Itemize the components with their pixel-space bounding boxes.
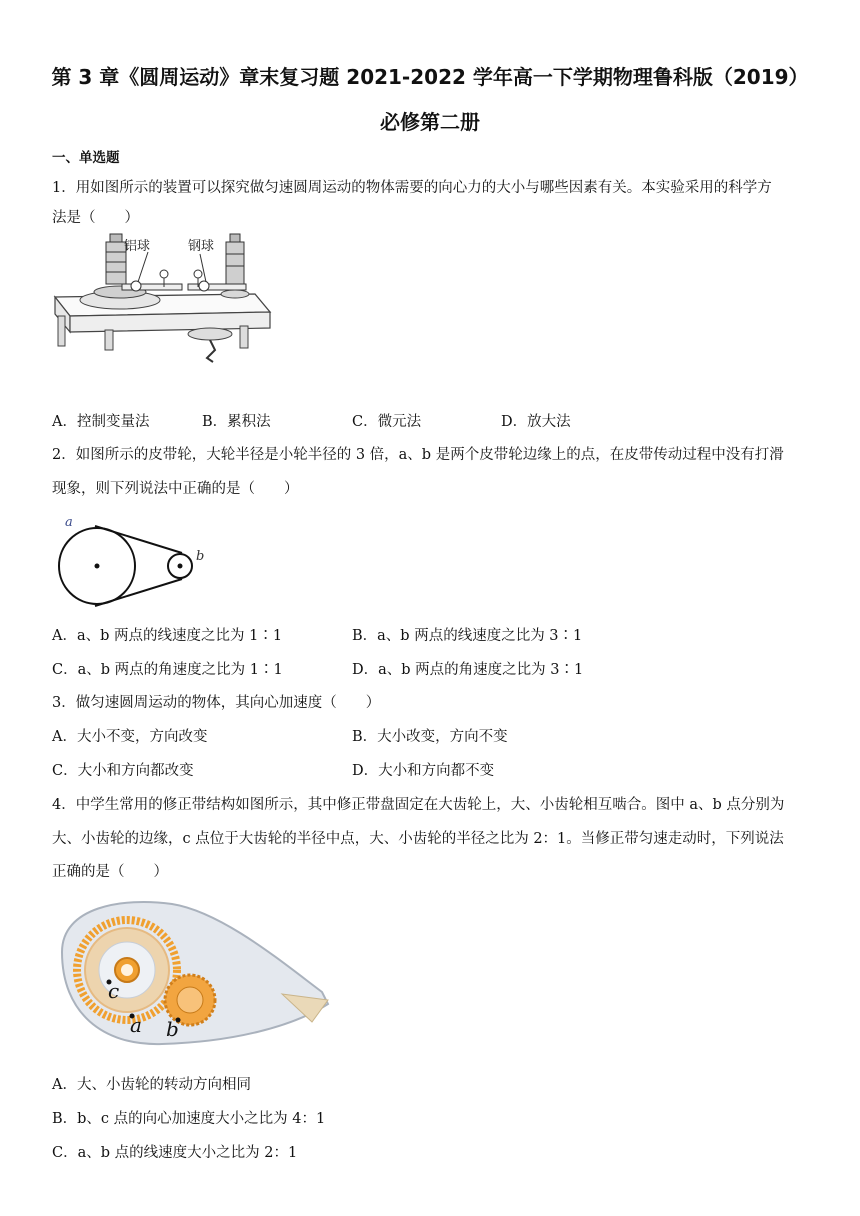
q2-option-b[interactable]: B．a、b 两点的线速度之比为 3∶1 xyxy=(352,628,583,644)
belt-pulley-figure xyxy=(55,512,215,612)
page-title: 第 3 章《圆周运动》章末复习题 2021-2022 学年高一下学期物理鲁科版（2019） xyxy=(51,65,809,89)
q4-option-b[interactable]: B．b、c 点的向心加速度大小之比为 4：1 xyxy=(52,1111,326,1127)
q4-stem-line2: 大、小齿轮的边缘，c 点位于大齿轮的半径中点，大、小齿轮的半径之比为 2：1。当修正带匀速走动时，下列说法 xyxy=(52,831,784,847)
q4-option-a[interactable]: A．大、小齿轮的转动方向相同 xyxy=(52,1077,251,1093)
q2-stem-line1: 2．如图所示的皮带轮，大轮半径是小轮半径的 3 倍，a、b 是两个皮带轮边缘上的点，在皮带传动过程中没有打滑 xyxy=(52,447,784,463)
q3-stem: 3．做匀速圆周运动的物体，其向心加速度（ ） xyxy=(52,695,381,711)
q4-stem-line3: 正确的是（ ） xyxy=(52,864,168,880)
q2-option-a[interactable]: A．a、b 两点的线速度之比为 1∶1 xyxy=(52,628,283,644)
q1-option-d[interactable]: D．放大法 xyxy=(501,414,571,430)
q3-option-a[interactable]: A．大小不变，方向改变 xyxy=(52,729,208,745)
point-b-label: b xyxy=(196,549,205,564)
steel-ball-label: 钢球 xyxy=(188,239,215,254)
page-subtitle: 必修第二册 xyxy=(380,110,480,134)
q2-stem-line2: 现象，则下列说法中正确的是（ ） xyxy=(52,481,299,497)
q3-option-d[interactable]: D．大小和方向都不变 xyxy=(352,763,495,779)
section-heading: 一、单选题 xyxy=(52,150,120,166)
q1-option-b[interactable]: B．累积法 xyxy=(202,414,271,430)
q1-option-c[interactable]: C．微元法 xyxy=(352,414,422,430)
q3-option-c[interactable]: C．大小和方向都改变 xyxy=(52,763,194,779)
q3-option-b[interactable]: B．大小改变，方向不变 xyxy=(352,729,508,745)
point-b-label: b xyxy=(166,1017,179,1041)
q1-option-a[interactable]: A．控制变量法 xyxy=(52,414,150,430)
point-c-label: c xyxy=(108,979,120,1003)
q1-stem-line2: 法是（ ） xyxy=(52,210,139,226)
q2-option-c[interactable]: C．a、b 两点的角速度之比为 1∶1 xyxy=(52,662,283,678)
aluminum-ball-label: 铝球 xyxy=(124,239,151,254)
q4-stem-line1: 4．中学生常用的修正带结构如图所示，其中修正带盘固定在大齿轮上，大、小齿轮相互啮合。图中 a、b 点分别为 xyxy=(52,797,785,813)
q1-stem-line1: 1．用如图所示的装置可以探究做匀速圆周运动的物体需要的向心力的大小与哪些因素有关。本实验采用的科学方 xyxy=(52,180,772,196)
correction-tape-figure xyxy=(52,892,332,1062)
centripetal-force-apparatus-figure xyxy=(50,232,280,367)
q4-option-c[interactable]: C．a、b 点的线速度大小之比为 2：1 xyxy=(52,1145,298,1161)
point-a-label: a xyxy=(130,1013,142,1037)
point-a-label: a xyxy=(65,515,73,530)
q2-option-d[interactable]: D．a、b 两点的角速度之比为 3∶1 xyxy=(352,662,584,678)
